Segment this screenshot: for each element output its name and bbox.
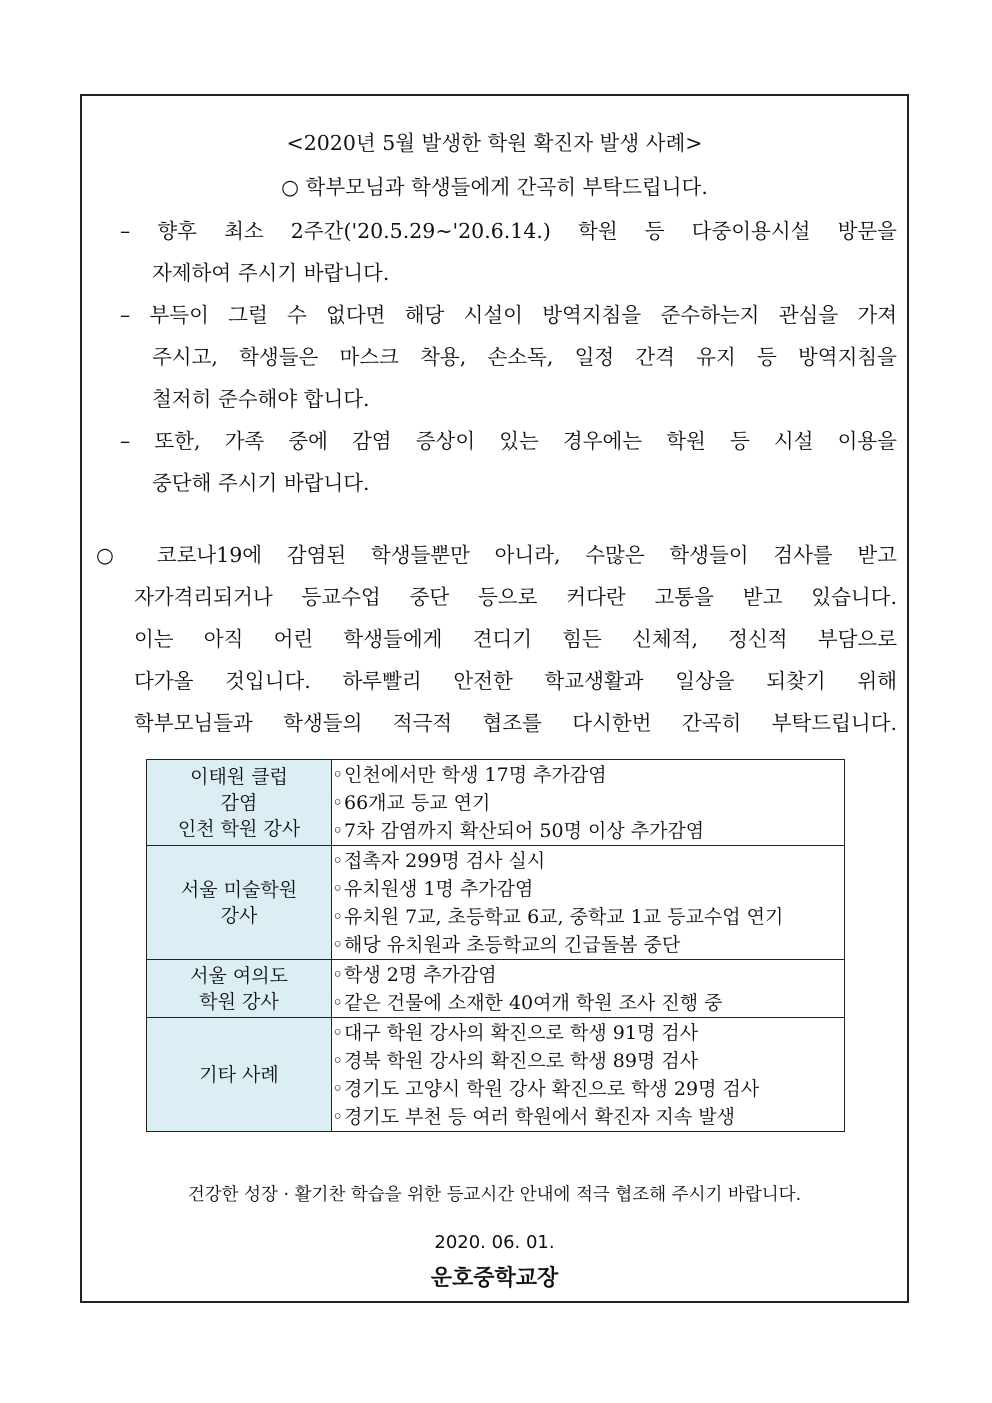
dash-item-2-line-2: 주시고, 학생들은 마스크 착용, 손소독, 일정 간격 유지 등 방역지침을 — [152, 345, 897, 369]
list-item: ◦경기도 부천 등 여러 학원에서 확진자 지속 발생 — [332, 1105, 736, 1128]
dash-item-3-line-2: 중단해 주시기 바랍니다. — [152, 471, 370, 495]
circle-paragraph-line-4: 다가올 것입니다. 하루빨리 안전한 학교생활과 일상을 되찾기 위해 — [134, 669, 897, 693]
label-line: 감염 — [220, 791, 258, 814]
circle-paragraph-line-1: ○ 코로나19에 감염된 학생들뿐만 아니라, 수많은 학생들이 검사를 받고 — [96, 543, 897, 567]
row-items — [332, 760, 845, 846]
list-item: ◦경북 학원 강사의 확진으로 학생 89명 검사 — [332, 1049, 699, 1072]
dash-item-3-line-1: – 또한, 가족 중에 감염 증상이 있는 경우에는 학원 등 시설 이용을 — [120, 429, 897, 453]
closing-text: 건강한 성장 · 활기찬 학습을 위한 등교시간 안내에 적극 협조해 주시기 바랍니다. — [187, 1185, 802, 1205]
label-line: 학원 강사 — [199, 990, 279, 1013]
circle-paragraph-line-5: 학부모님들과 학생들의 적극적 협조를 다시한번 간곡히 부탁드립니다. — [134, 711, 897, 735]
list-item: ◦경기도 고양시 학원 강사 확진으로 학생 29명 검사 — [332, 1077, 760, 1100]
row-items — [332, 960, 845, 1018]
row-label — [147, 846, 332, 960]
list-item: ◦유치원 7교, 초등학교 6교, 중학교 1교 등교수업 연기 — [332, 905, 784, 928]
list-item: ◦같은 건물에 소재한 40여개 학원 조사 진행 중 — [332, 991, 723, 1014]
circle-paragraph-line-2: 자가격리되거나 등교수업 중단 등으로 커다란 고통을 받고 있습니다. — [134, 585, 897, 609]
dash-item-1-line-2: 자제하여 주시기 바랍니다. — [152, 261, 390, 285]
table-row — [147, 760, 845, 846]
list-item: ◦학생 2명 추가감염 — [332, 963, 497, 986]
list-item: ◦인천에서만 학생 17명 추가감염 — [332, 763, 607, 786]
request-heading: ○ 학부모님과 학생들에게 간곡히 부탁드립니다. — [281, 175, 708, 199]
label-line: 서울 여의도 — [190, 964, 288, 987]
table-row — [147, 960, 845, 1018]
label-line: 서울 미술학원 — [180, 878, 298, 901]
list-item: ◦해당 유치원과 초등학교의 긴급돌봄 중단 — [332, 933, 681, 956]
label-line: 강사 — [220, 904, 258, 927]
signature: 운호중학교장 — [430, 1266, 559, 1291]
document-date: 2020. 06. 01. — [434, 1232, 555, 1253]
dash-item-2-line-1: – 부득이 그럴 수 없다면 해당 시설이 방역지침을 준수하는지 관심을 가져 — [120, 303, 897, 327]
row-items — [332, 1018, 845, 1132]
circle-paragraph-line-3: 이는 아직 어린 학생들에게 견디기 힘든 신체적, 정신적 부담으로 — [134, 627, 897, 651]
list-item: ◦유치원생 1명 추가감염 — [332, 877, 534, 900]
label-line: 기타 사례 — [199, 1063, 279, 1086]
table-row — [147, 846, 845, 960]
cases-table — [146, 759, 845, 1132]
document-title: <2020년 5월 발생한 학원 확진자 발생 사례> — [286, 131, 703, 155]
list-item: ◦접촉자 299명 검사 실시 — [332, 849, 546, 872]
list-item: ◦66개교 등교 연기 — [332, 791, 491, 814]
table-row — [147, 1018, 845, 1132]
dash-item-2-line-3: 철저히 준수해야 합니다. — [152, 387, 370, 411]
row-items — [332, 846, 845, 960]
label-line: 인천 학원 강사 — [177, 817, 301, 840]
list-item: ◦7차 감염까지 확산되어 50명 이상 추가감염 — [332, 819, 705, 842]
dash-item-1-line-1: – 향후 최소 2주간('20.5.29∼'20.6.14.) 학원 등 다중이용시설 방문을 — [120, 219, 897, 243]
list-item: ◦대구 학원 강사의 확진으로 학생 91명 검사 — [332, 1021, 699, 1044]
row-label — [147, 960, 332, 1018]
label-line: 이태원 클럽 — [190, 765, 288, 788]
row-label — [147, 760, 332, 846]
row-label — [147, 1018, 332, 1132]
